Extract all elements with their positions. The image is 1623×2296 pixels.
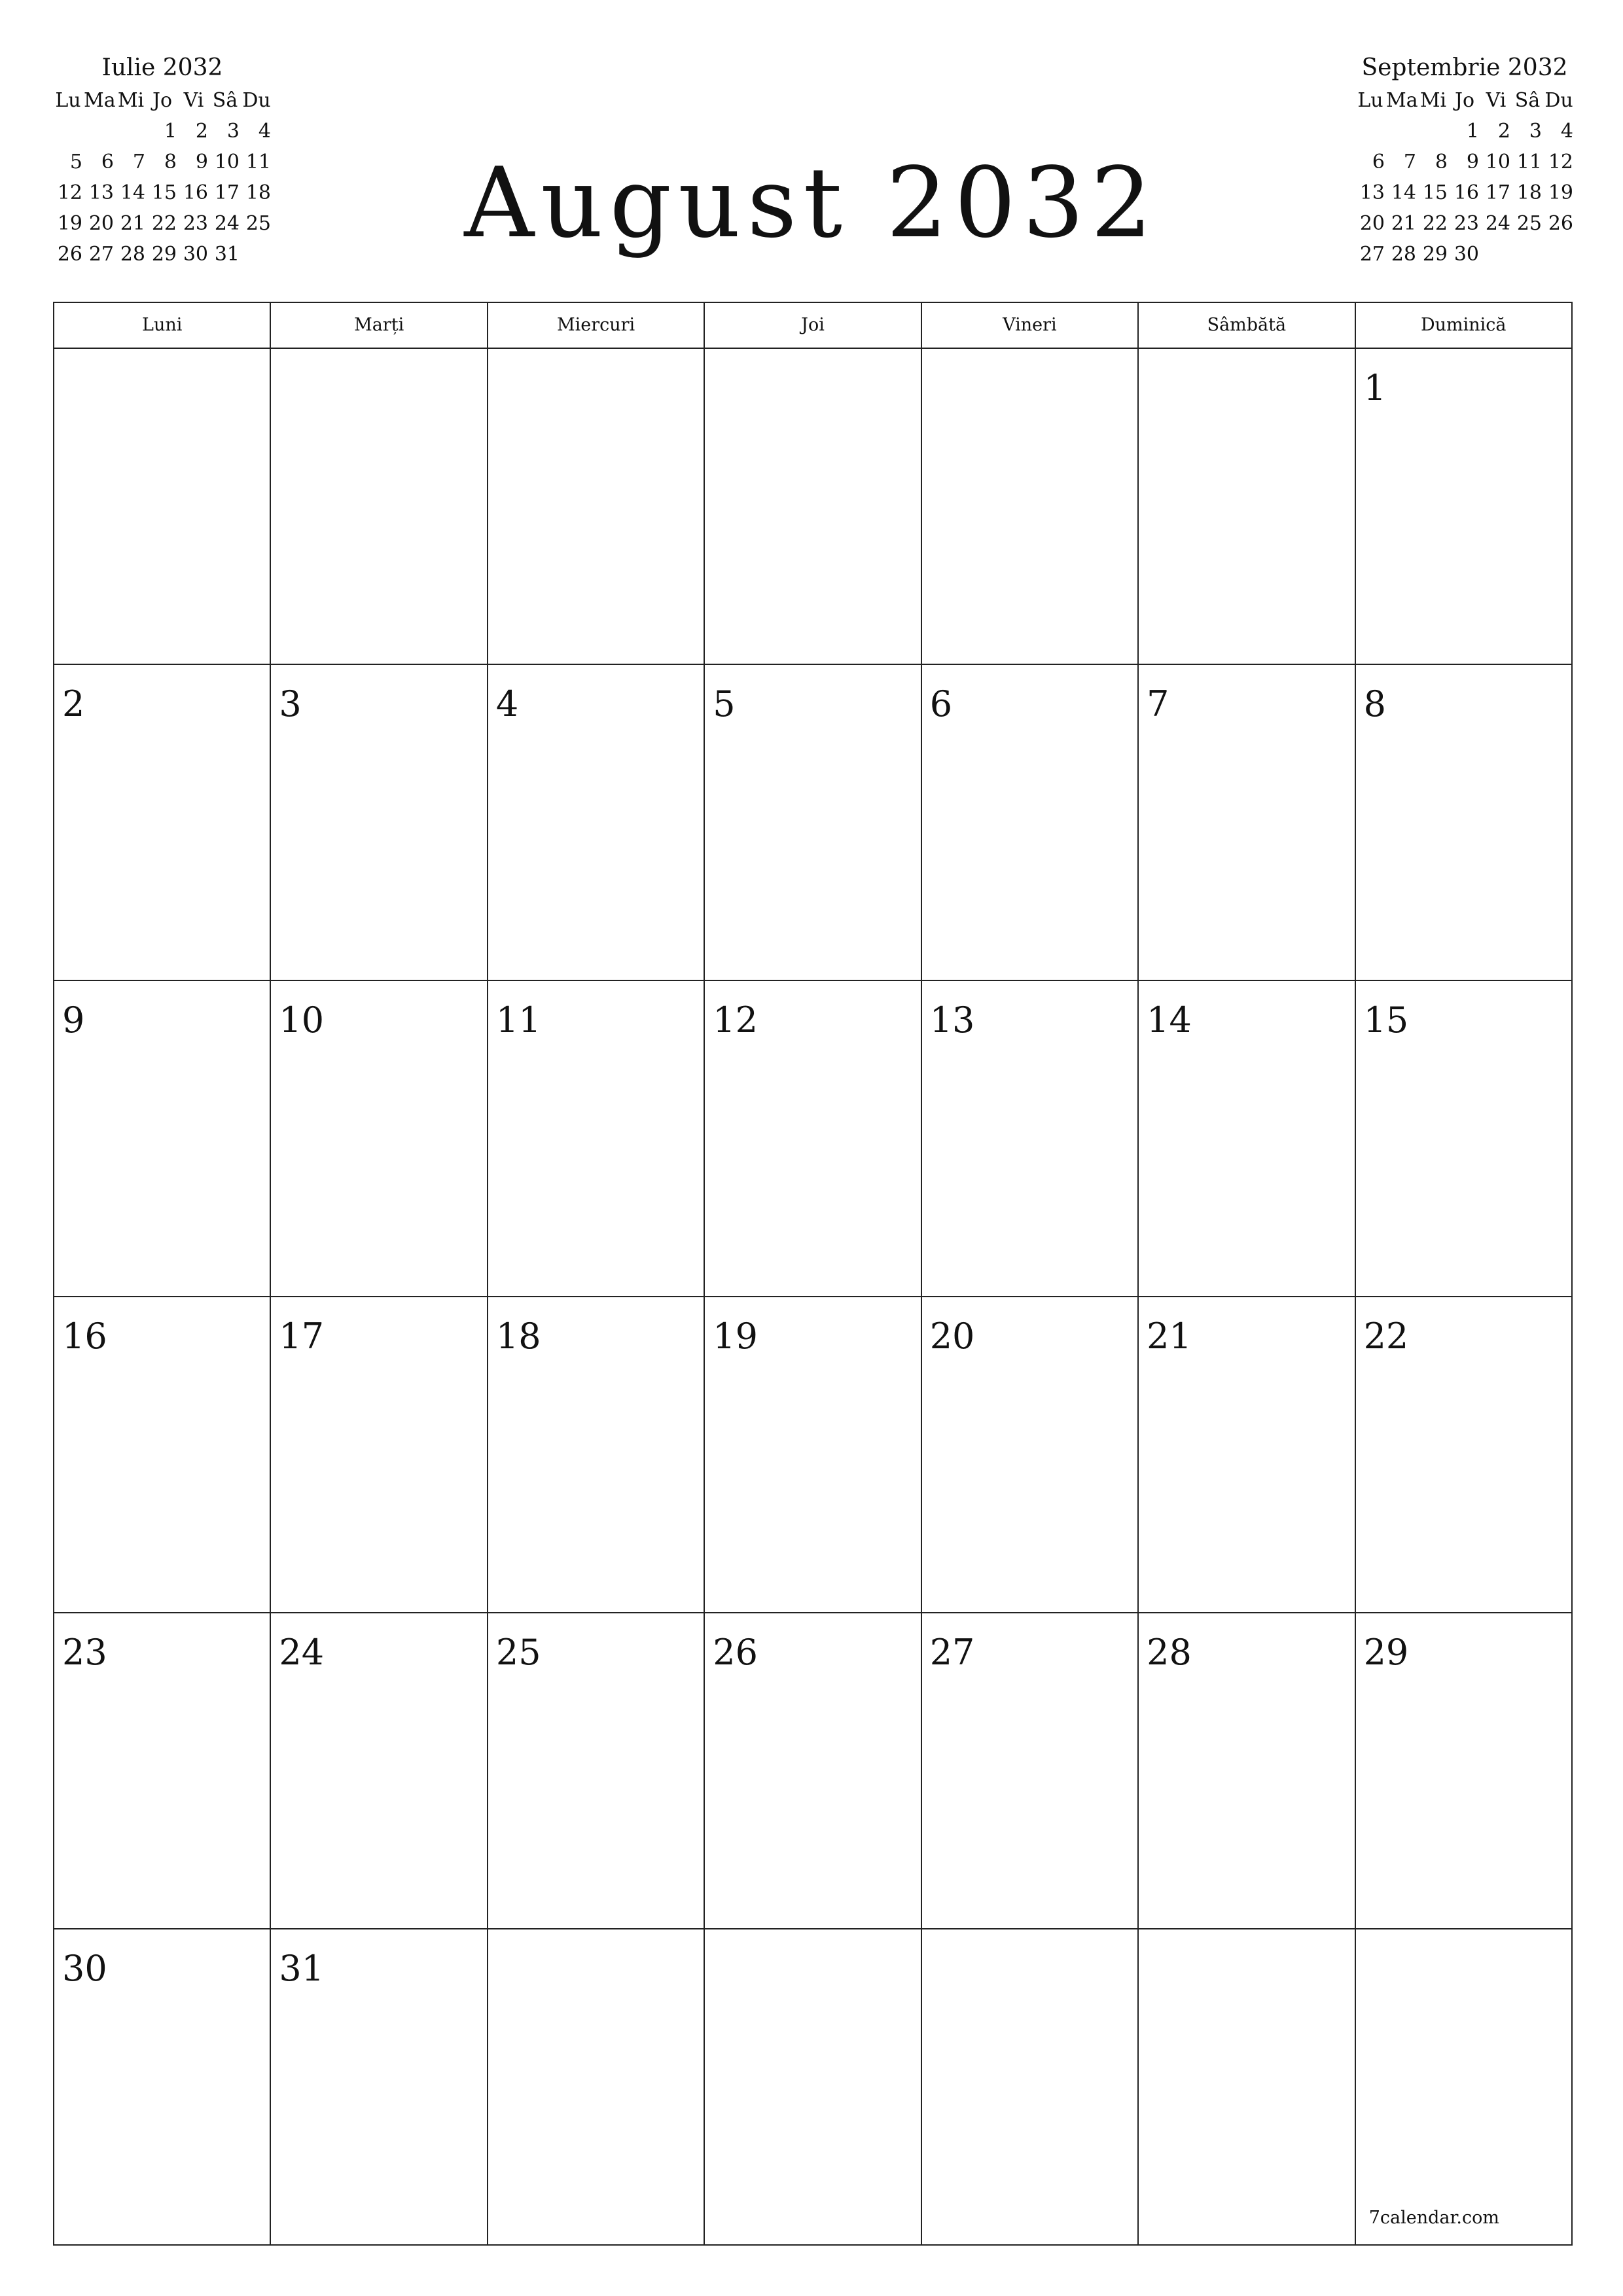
mini-weekday-label: Du [242, 89, 271, 112]
mini-day: 15 [1422, 181, 1448, 204]
mini-day: 24 [214, 212, 240, 235]
mini-day: 9 [195, 151, 208, 173]
mini-day: 4 [1560, 120, 1573, 143]
mini-day: 18 [1516, 181, 1542, 204]
mini-calendar-next-title: Septembrie 2032 [1361, 54, 1568, 81]
mini-day: 20 [88, 212, 114, 235]
mini-day [1512, 239, 1543, 270]
mini-day: 22 [151, 212, 177, 235]
mini-day: 9 [1466, 151, 1479, 173]
mini-day: 1 [164, 120, 177, 143]
mini-day: 23 [183, 212, 208, 235]
day-number: 19 [713, 1316, 758, 1357]
day-number: 3 [279, 683, 302, 725]
mini-day: 2 [1497, 120, 1510, 143]
mini-day: 10 [1485, 151, 1510, 173]
weekday-label: Marți [271, 303, 488, 349]
day-cell [922, 349, 1139, 665]
mini-weekday-label: Jo [1454, 89, 1475, 112]
day-cell [54, 1929, 271, 2246]
day-cell [705, 349, 921, 665]
mini-day [1386, 116, 1418, 147]
day-number: 25 [495, 1632, 541, 1673]
weekday-label: Vineri [922, 303, 1139, 349]
mini-day: 3 [226, 120, 240, 143]
weekday-label: Joi [705, 303, 921, 349]
day-cell [705, 1297, 921, 1613]
mini-weekday-label: Vi [183, 89, 204, 112]
day-number: 28 [1147, 1632, 1192, 1673]
mini-day: 17 [214, 181, 240, 204]
day-number: 27 [929, 1632, 975, 1673]
mini-weekday-label: Lu [1357, 89, 1383, 112]
mini-day: 4 [258, 120, 271, 143]
mini-weekday-label: Jo [152, 89, 173, 112]
day-cell [1139, 1613, 1355, 1929]
mini-day: 8 [1435, 151, 1448, 173]
day-cell [54, 1297, 271, 1613]
mini-weekday-label: Sâ [1514, 89, 1541, 112]
day-cell [488, 1929, 705, 2246]
day-number: 30 [62, 1948, 107, 1989]
day-number: 22 [1363, 1316, 1409, 1357]
day-cell [1139, 1297, 1355, 1613]
day-cell [271, 1613, 488, 1929]
page-title: August 2032 [464, 147, 1159, 259]
mini-day: 16 [1454, 181, 1479, 204]
mini-day: 3 [1529, 120, 1542, 143]
mini-day: 25 [245, 212, 271, 235]
day-cell [922, 981, 1139, 1297]
day-cell [271, 1297, 488, 1613]
day-cell [271, 1929, 488, 2246]
mini-day: 7 [1403, 151, 1416, 173]
day-cell [705, 665, 921, 981]
mini-calendar-next [1353, 51, 1576, 270]
day-number: 5 [713, 683, 736, 725]
day-cell [54, 1613, 271, 1929]
mini-weekday-label: Du [1544, 89, 1573, 112]
mini-calendar-prev-title: Iulie 2032 [101, 54, 223, 81]
mini-day: 26 [1548, 212, 1573, 235]
mini-day [1480, 239, 1512, 270]
day-number: 26 [713, 1632, 758, 1673]
day-number: 10 [279, 999, 325, 1041]
mini-day: 2 [195, 120, 208, 143]
mini-day: 1 [1466, 120, 1479, 143]
day-number: 2 [62, 683, 85, 725]
day-number: 1 [1363, 367, 1386, 408]
day-number: 21 [1147, 1316, 1192, 1357]
mini-day [1418, 116, 1449, 147]
mini-weekday-label: Vi [1486, 89, 1507, 112]
weekday-label: Sâmbătă [1139, 303, 1355, 349]
weekday-header-row [54, 303, 1573, 349]
day-number: 12 [713, 999, 758, 1041]
day-number: 11 [495, 999, 541, 1041]
day-cell [922, 1297, 1139, 1613]
mini-weekday-label: Ma [84, 89, 116, 112]
mini-weekday-label: Sâ [212, 89, 238, 112]
mini-day: 21 [1391, 212, 1416, 235]
mini-day: 23 [1454, 212, 1479, 235]
mini-day: 28 [1391, 243, 1416, 266]
day-number: 18 [495, 1316, 541, 1357]
day-cells [54, 349, 1573, 2246]
day-number: 29 [1363, 1632, 1409, 1673]
day-cell [705, 1929, 921, 2246]
mini-day: 20 [1359, 212, 1385, 235]
mini-day: 6 [101, 151, 114, 173]
day-number: 7 [1147, 683, 1169, 725]
mini-weekday-label: Lu [55, 89, 81, 112]
mini-day: 14 [120, 181, 145, 204]
day-number: 20 [929, 1316, 975, 1357]
day-number: 4 [495, 683, 519, 725]
mini-day: 11 [245, 151, 271, 173]
mini-calendar-next-grid [1353, 85, 1576, 270]
day-cell [1356, 349, 1573, 665]
mini-day: 28 [120, 243, 145, 266]
day-cell [1356, 981, 1573, 1297]
day-cell [271, 349, 488, 665]
day-number: 9 [62, 999, 85, 1041]
weekday-label: Luni [54, 303, 271, 349]
mini-weekday-label: Ma [1386, 89, 1418, 112]
day-cell [271, 981, 488, 1297]
day-cell [705, 981, 921, 1297]
mini-day: 6 [1372, 151, 1385, 173]
mini-day: 15 [151, 181, 177, 204]
mini-day: 29 [1422, 243, 1448, 266]
day-cell [488, 665, 705, 981]
day-cell [1356, 1929, 1573, 2246]
day-number: 31 [279, 1948, 325, 1989]
mini-day: 22 [1422, 212, 1448, 235]
mini-weekday-label: Mi [117, 89, 145, 112]
day-number: 13 [929, 999, 975, 1041]
day-cell [54, 349, 271, 665]
mini-day: 7 [132, 151, 145, 173]
watermark: 7calendar.com [1368, 2208, 1499, 2228]
mini-day: 14 [1391, 181, 1416, 204]
day-number: 8 [1363, 683, 1386, 725]
day-cell [1139, 981, 1355, 1297]
day-cell [1139, 665, 1355, 981]
mini-day: 24 [1485, 212, 1510, 235]
day-cell [922, 1613, 1139, 1929]
mini-day: 8 [164, 151, 177, 173]
mini-day: 17 [1485, 181, 1510, 204]
mini-day: 13 [88, 181, 114, 204]
mini-day: 27 [1359, 243, 1385, 266]
month-grid [53, 302, 1573, 2246]
mini-day: 12 [1548, 151, 1573, 173]
day-number: 17 [279, 1316, 325, 1357]
day-cell [271, 665, 488, 981]
day-cell [488, 1297, 705, 1613]
day-number: 24 [279, 1632, 325, 1673]
mini-day: 16 [183, 181, 208, 204]
day-cell [1139, 1929, 1355, 2246]
mini-day: 31 [214, 243, 240, 266]
day-cell [488, 981, 705, 1297]
day-cell [705, 1613, 921, 1929]
day-number: 23 [62, 1632, 107, 1673]
day-number: 15 [1363, 999, 1409, 1041]
day-cell [1356, 1297, 1573, 1613]
day-cell [1356, 665, 1573, 981]
mini-day: 25 [1516, 212, 1542, 235]
day-cell [1356, 1613, 1573, 1929]
mini-day: 30 [1454, 243, 1479, 266]
day-cell [488, 1613, 705, 1929]
mini-day: 5 [69, 151, 82, 173]
mini-day: 26 [57, 243, 82, 266]
day-number: 16 [62, 1316, 107, 1357]
mini-day: 11 [1516, 151, 1542, 173]
day-cell [1139, 349, 1355, 665]
mini-day: 30 [183, 243, 208, 266]
weekday-label: Duminică [1356, 303, 1573, 349]
day-cell [54, 981, 271, 1297]
mini-day: 13 [1359, 181, 1385, 204]
mini-day: 27 [88, 243, 114, 266]
day-cell [54, 665, 271, 981]
mini-day [1355, 116, 1386, 147]
mini-day: 29 [151, 243, 177, 266]
weekday-label: Miercuri [488, 303, 705, 349]
mini-day: 21 [120, 212, 145, 235]
day-cell [488, 349, 705, 665]
day-cell [922, 1929, 1139, 2246]
mini-day: 19 [57, 212, 82, 235]
mini-day: 12 [57, 181, 82, 204]
mini-day: 18 [245, 181, 271, 204]
mini-day: 19 [1548, 181, 1573, 204]
day-number: 6 [929, 683, 953, 725]
day-cell [922, 665, 1139, 981]
day-number: 14 [1147, 999, 1192, 1041]
mini-day: 10 [214, 151, 240, 173]
mini-weekday-label: Mi [1419, 89, 1447, 112]
mini-day [1543, 239, 1575, 270]
